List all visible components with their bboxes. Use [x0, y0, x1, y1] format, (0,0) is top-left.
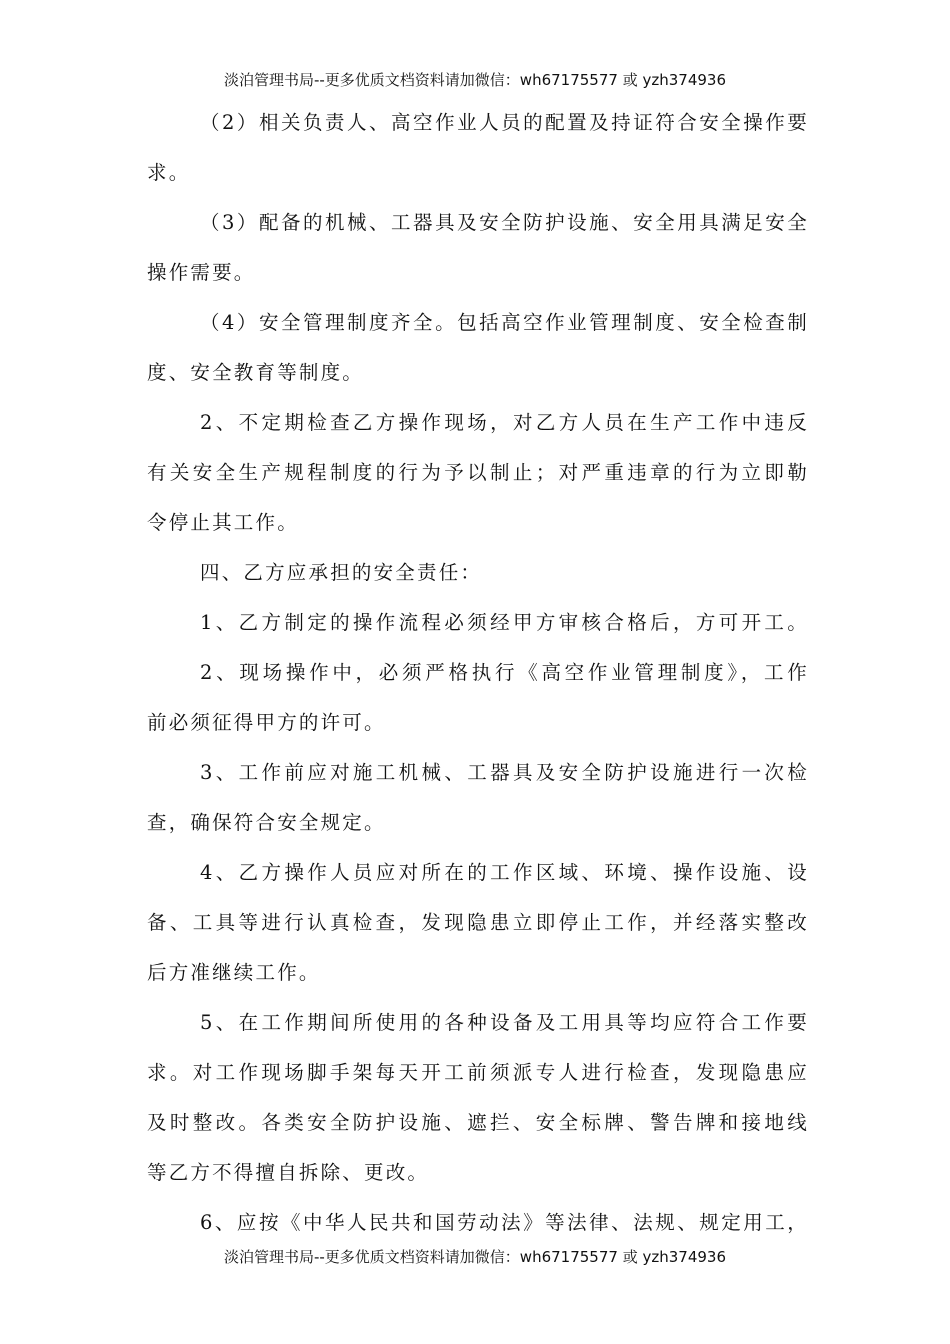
paragraph-line: 前必须征得甲方的许可。 — [147, 711, 386, 734]
paragraph-line: 等乙方不得擅自拆除、更改。 — [147, 1161, 430, 1184]
paragraph-line: 备、工具等进行认真检查，发现隐患立即停止工作，并经落实整改 — [147, 911, 809, 934]
page-header: 淡泊管理书局--更多优质文档资料请加微信：wh67175577 或 yzh374936 — [223, 71, 726, 89]
paragraph-line: 操作需要。 — [147, 261, 256, 284]
paragraph-line: 5、在工作期间所使用的各种设备及工用具等均应符合工作要 — [200, 1011, 809, 1034]
paragraph-line: 后方准继续工作。 — [147, 961, 321, 984]
paragraph-line: （3）配备的机械、工器具及安全防护设施、安全用具满足安全 — [200, 211, 809, 234]
paragraph-line: 1、乙方制定的操作流程必须经甲方审核合格后，方可开工。 — [200, 611, 809, 634]
paragraph-line: 2、不定期检查乙方操作现场，对乙方人员在生产工作中违反 — [200, 411, 809, 434]
paragraph-line: 3、工作前应对施工机械、工器具及安全防护设施进行一次检 — [200, 761, 809, 784]
paragraph-line: 令停止其工作。 — [147, 511, 299, 534]
paragraph-line: 4、乙方操作人员应对所在的工作区域、环境、操作设施、设 — [200, 861, 809, 884]
paragraph-line: 有关安全生产规程制度的行为予以制止；对严重违章的行为立即勒 — [147, 461, 809, 484]
paragraph-line: 2、现场操作中，必须严格执行《高空作业管理制度》，工作 — [200, 661, 809, 684]
paragraph-line: 查，确保符合安全规定。 — [147, 811, 386, 834]
paragraph-line: 求。对工作现场脚手架每天开工前须派专人进行检查，发现隐患应 — [147, 1061, 809, 1084]
document-body — [147, 103, 809, 1253]
paragraph-line: 及时整改。各类安全防护设施、遮拦、安全标牌、警告牌和接地线 — [147, 1111, 809, 1134]
paragraph-line: 度、安全教育等制度。 — [147, 361, 365, 384]
paragraph-line: 6、应按《中华人民共和国劳动法》等法律、法规、规定用工， — [200, 1211, 809, 1234]
paragraph-line: （2）相关负责人、高空作业人员的配置及持证符合安全操作要 — [200, 111, 809, 134]
page-footer: 淡泊管理书局--更多优质文档资料请加微信：wh67175577 或 yzh374936 — [223, 1248, 726, 1266]
paragraph-line: 求。 — [147, 161, 191, 184]
paragraph-line: （4）安全管理制度齐全。包括高空作业管理制度、安全检查制 — [200, 311, 809, 334]
section-heading: 四、乙方应承担的安全责任： — [200, 561, 483, 584]
